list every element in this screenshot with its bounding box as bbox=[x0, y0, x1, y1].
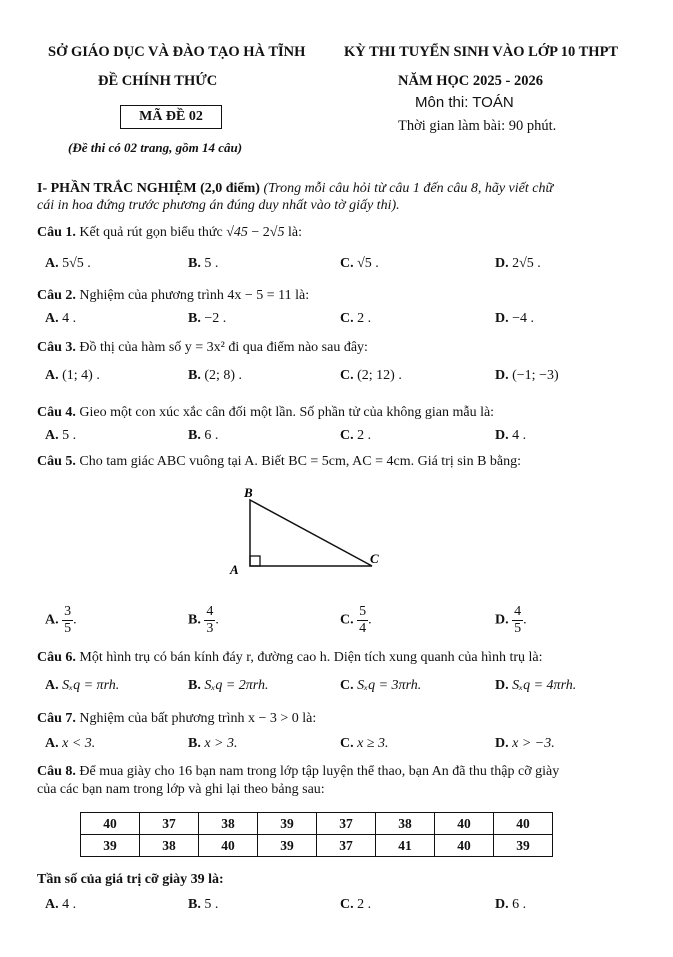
option-a: A. Sₓq = πrh. bbox=[45, 678, 120, 693]
option-a: A. 4 . bbox=[45, 311, 77, 326]
option-a: A. $\frac{3}{5}$ . bbox=[45, 604, 77, 636]
section-1-heading bbox=[37, 181, 553, 197]
option-b: B. $\frac{4}{3}$ . bbox=[188, 604, 219, 636]
math-expr: − 2 bbox=[247, 225, 270, 240]
section-instruction-cont: cái in hoa đứng trước phương án đúng duy nhất vào tờ giấy thi). bbox=[37, 198, 400, 213]
section-instruction: (Trong mỗi câu hỏi từ câu 1 đến câu 8, hãy viết chữ bbox=[259, 181, 554, 196]
exam-code: MÃ ĐỀ 02 bbox=[139, 109, 203, 124]
option-a: A. 5 . bbox=[45, 428, 77, 443]
option-c: C. 2 . bbox=[340, 311, 372, 326]
subject: Môn thi: TOÁN bbox=[415, 94, 514, 111]
option-c: C. √5 . bbox=[340, 256, 379, 271]
option-d: D. 2√5 . bbox=[495, 256, 541, 271]
exam-code-box bbox=[120, 105, 222, 129]
triangle-abc bbox=[250, 500, 372, 566]
option-a: A. (1; 4) . bbox=[45, 368, 100, 383]
question-5: Câu 5. Cho tam giác ABC vuông tại A. Biết BC = 5cm, AC = 4cm. Giá trị sin B bằng: bbox=[37, 454, 522, 469]
option-c: C. (2; 12) . bbox=[340, 368, 402, 383]
option-d: D. Sₓq = 4πrh. bbox=[495, 678, 577, 693]
math-expr: √5 bbox=[269, 225, 285, 240]
table-row: 39 38 40 39 37 41 40 39 bbox=[81, 835, 553, 857]
option-a: A. x < 3. bbox=[45, 736, 96, 751]
department-name: SỞ GIÁO DỤC VÀ ĐÀO TẠO HÀ TĨNH bbox=[48, 44, 306, 60]
vertex-a-label: A bbox=[230, 562, 239, 577]
vertex-c-label: C bbox=[370, 551, 379, 566]
option-c: C. x ≥ 3. bbox=[340, 736, 389, 751]
option-b: B. (2; 8) . bbox=[188, 368, 243, 383]
vertex-b-label: B bbox=[244, 485, 253, 500]
option-c: C. $\frac{5}{4}$ . bbox=[340, 604, 372, 636]
option-c: C. 2 . bbox=[340, 428, 372, 443]
question-4: Câu 4. Gieo một con xúc xắc cân đối một lần. Số phần tử của không gian mẫu là: bbox=[37, 405, 495, 420]
option-b: B. 6 . bbox=[188, 428, 219, 443]
option-d: D. $\frac{4}{5}$ . bbox=[495, 604, 527, 636]
school-year: NĂM HỌC 2025 - 2026 bbox=[398, 73, 543, 89]
option-c: C. Sₓq = 3πrh. bbox=[340, 678, 422, 693]
question-8: Câu 8. Để mua giày cho 16 bạn nam trong lớp tập luyện thể thao, bạn An đã thu thập cỡ giày bbox=[37, 764, 560, 779]
right-triangle-figure bbox=[220, 482, 390, 582]
option-a: A. 5√5 . bbox=[45, 256, 91, 271]
question-text: là: bbox=[284, 225, 302, 240]
right-angle-mark bbox=[250, 556, 260, 566]
question-8-cont: của các bạn nam trong lớp và ghi lại theo bảng sau: bbox=[37, 782, 325, 797]
question-7: Câu 7. Nghiệm của bất phương trình x − 3 > 0 là: bbox=[37, 711, 317, 726]
option-c: C. 2 . bbox=[340, 897, 372, 912]
pages-note: (Đề thi có 02 trang, gồm 14 câu) bbox=[68, 140, 243, 155]
exam-name: KỲ THI TUYỂN SINH VÀO LỚP 10 THPT bbox=[344, 44, 619, 60]
option-d: D. −4 . bbox=[495, 311, 535, 326]
option-b: B. x > 3. bbox=[188, 736, 238, 751]
shoe-size-table bbox=[80, 812, 553, 857]
question-8-prompt: Tần số của giá trị cỡ giày 39 là: bbox=[37, 872, 224, 887]
duration: Thời gian làm bài: 90 phút. bbox=[398, 118, 557, 134]
question-1 bbox=[37, 225, 302, 241]
question-3: Câu 3. Đồ thị của hàm số y = 3x² đi qua điểm nào sau đây: bbox=[37, 340, 368, 355]
question-2: Câu 2. Nghiệm của phương trình 4x − 5 = 11 là: bbox=[37, 288, 310, 303]
option-b: B. −2 . bbox=[188, 311, 227, 326]
math-expr: √45 bbox=[226, 225, 248, 240]
option-d: D. x > −3. bbox=[495, 736, 555, 751]
option-d: D. 4 . bbox=[495, 428, 527, 443]
option-b: B. 5 . bbox=[188, 897, 219, 912]
option-a: A. 4 . bbox=[45, 897, 77, 912]
section-title: I- PHẦN TRẮC NGHIỆM (2,0 điểm) bbox=[37, 181, 260, 196]
option-d: D. (−1; −3) bbox=[495, 368, 559, 383]
official-label: ĐỀ CHÍNH THỨC bbox=[98, 73, 218, 89]
option-b: B. Sₓq = 2πrh. bbox=[188, 678, 269, 693]
option-b: B. 5 . bbox=[188, 256, 219, 271]
question-6: Câu 6. Một hình trụ có bán kính đáy r, đường cao h. Diện tích xung quanh của hình trụ là: bbox=[37, 650, 543, 665]
option-d: D. 6 . bbox=[495, 897, 527, 912]
question-text: Kết quả rút gọn biểu thức bbox=[75, 225, 227, 240]
question-label: Câu 1. bbox=[37, 225, 76, 240]
table-row: 40 37 38 39 37 38 40 40 bbox=[81, 813, 553, 835]
